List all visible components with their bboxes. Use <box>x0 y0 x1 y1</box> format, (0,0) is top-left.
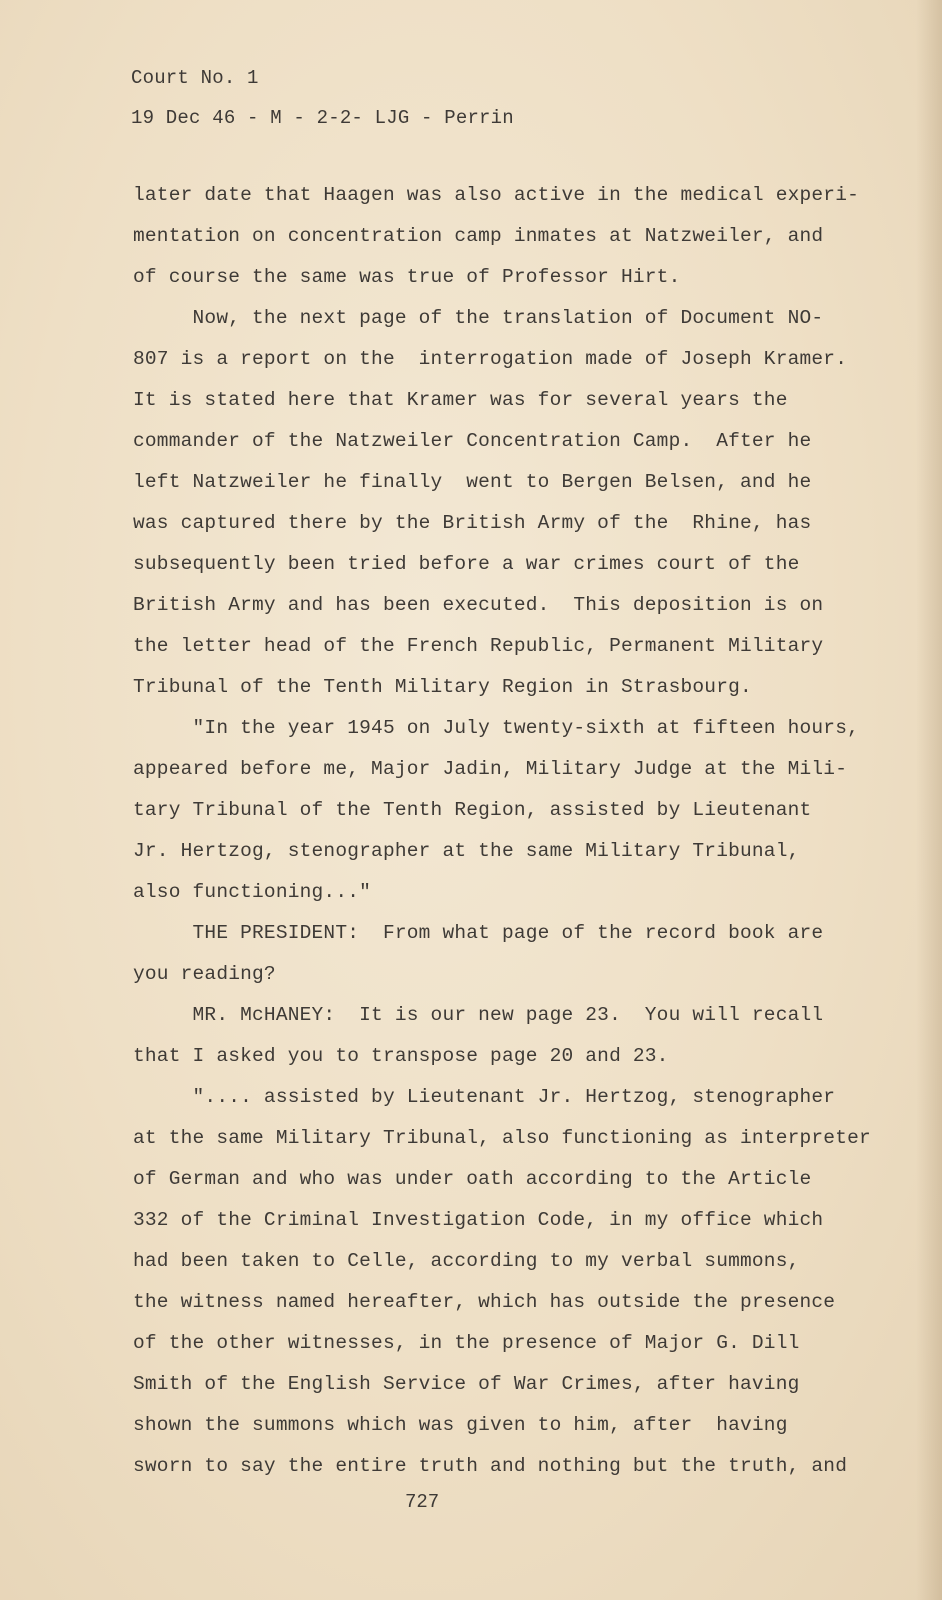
text-line: was captured there by the British Army of the Rhine, has <box>133 512 812 534</box>
text-line: appeared before me, Major Jadin, Military Judge at the Mili- <box>133 758 848 780</box>
text-line: also functioning..." <box>133 881 372 903</box>
session-header: 19 Dec 46 - M - 2-2- LJG - Perrin <box>131 107 514 129</box>
text-line: "In the year 1945 on July twenty-sixth at fifteen hours, <box>133 717 860 739</box>
text-line: at the same Military Tribunal, also functioning as interpreter <box>133 1127 871 1149</box>
text-line: Now, the next page of the translation of Document NO- <box>133 307 824 329</box>
text-line: the witness named hereafter, which has outside the presence <box>133 1291 836 1313</box>
text-line: that I asked you to transpose page 20 and 23. <box>133 1045 669 1067</box>
text-line: Smith of the English Service of War Crimes, after having <box>133 1373 800 1395</box>
text-line: shown the summons which was given to him, after having <box>133 1414 788 1436</box>
text-line: THE PRESIDENT: From what page of the record book are <box>133 922 824 944</box>
text-line: commander of the Natzweiler Concentration Camp. After he <box>133 430 812 452</box>
text-line: Tribunal of the Tenth Military Region in Strasbourg. <box>133 676 752 698</box>
text-line: Jr. Hertzog, stenographer at the same Military Tribunal, <box>133 840 800 862</box>
text-line: you reading? <box>133 963 276 985</box>
text-line: subsequently been tried before a war crimes court of the <box>133 553 800 575</box>
text-line: mentation on concentration camp inmates at Natzweiler, and <box>133 225 824 247</box>
text-line: had been taken to Celle, according to my verbal summons, <box>133 1250 800 1272</box>
text-line: sworn to say the entire truth and nothing but the truth, and <box>133 1455 848 1477</box>
text-line: British Army and has been executed. This deposition is on <box>133 594 824 616</box>
page-edge-shadow <box>916 0 942 1600</box>
text-line: left Natzweiler he finally went to Bergen Belsen, and he <box>133 471 812 493</box>
text-line: 807 is a report on the interrogation made of Joseph Kramer. <box>133 348 848 370</box>
page-number: 727 <box>405 1491 440 1513</box>
text-line: of course the same was true of Professor Hirt. <box>133 266 681 288</box>
text-line: later date that Haagen was also active in the medical experi- <box>133 184 860 206</box>
text-line: of German and who was under oath according to the Article <box>133 1168 812 1190</box>
text-line: ".... assisted by Lieutenant Jr. Hertzog, stenographer <box>133 1086 836 1108</box>
text-line: tary Tribunal of the Tenth Region, assisted by Lieutenant <box>133 799 812 821</box>
text-line: 332 of the Criminal Investigation Code, in my office which <box>133 1209 824 1231</box>
text-line: of the other witnesses, in the presence of Major G. Dill <box>133 1332 800 1354</box>
text-line: MR. McHANEY: It is our new page 23. You will recall <box>133 1004 824 1026</box>
court-header: Court No. 1 <box>131 67 259 89</box>
text-line: the letter head of the French Republic, Permanent Military <box>133 635 824 657</box>
text-line: It is stated here that Kramer was for several years the <box>133 389 788 411</box>
